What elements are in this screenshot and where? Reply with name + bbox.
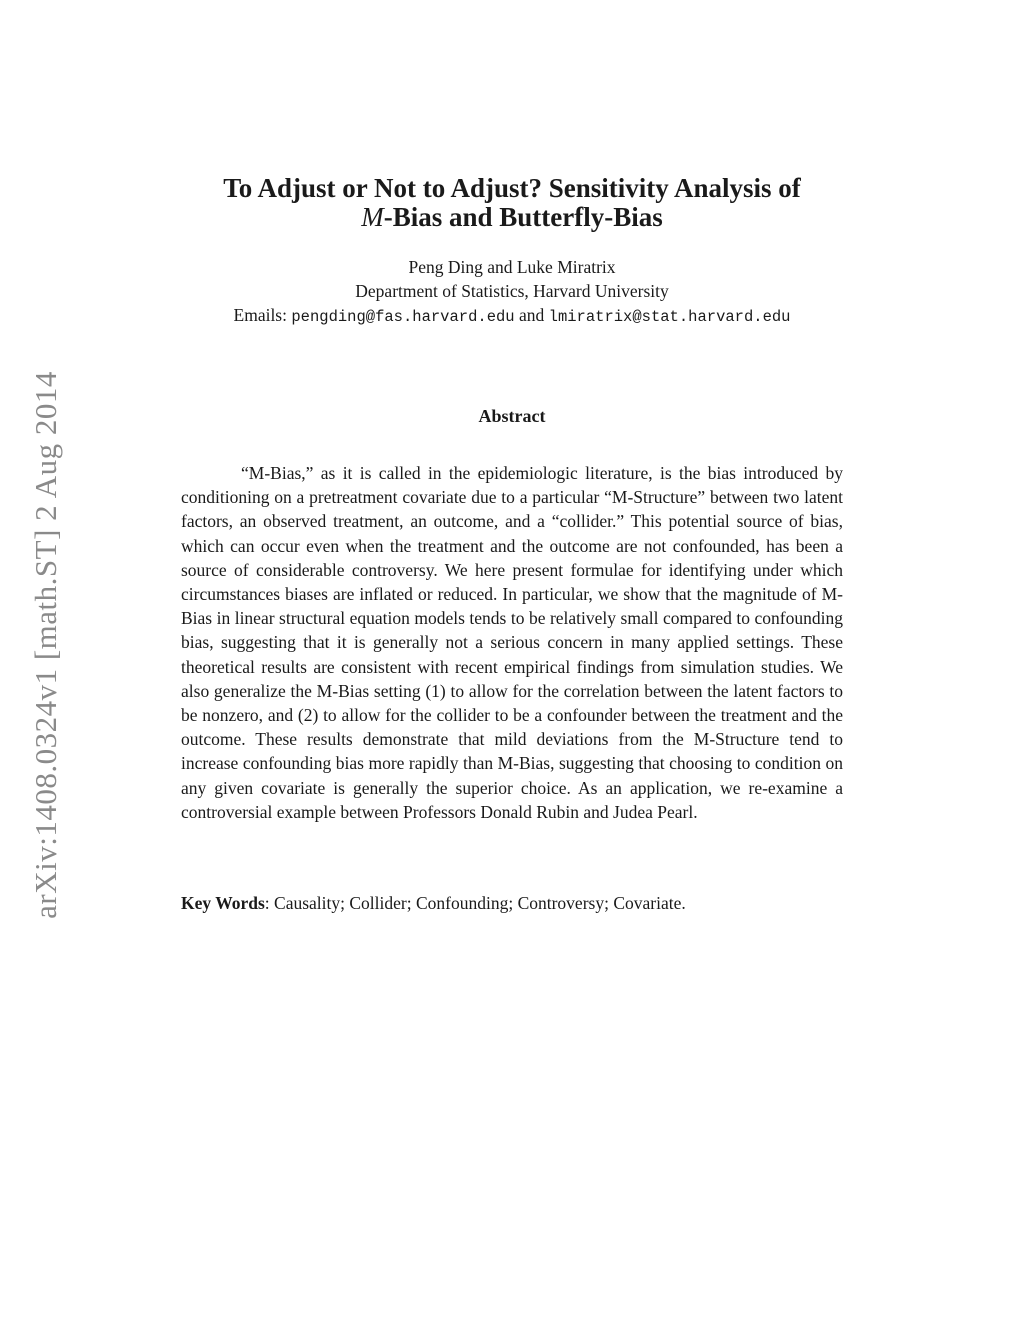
paper-title	[150, 174, 874, 232]
keywords	[181, 891, 843, 915]
abstract-heading: Abstract	[478, 406, 546, 426]
abstract-body: “M-Bias,” as it is called in the epidemiologic literature, is the bias introduced by conditioning on a pretreatment covariate due to a particular “M-Structure” between two latent factors, an observed treatment, an outcome, and a “collider.” This potential source of bias, which can occur even when the treatment and the outcome are not confounded, has been a source of considerable controversy. We here present formulae for identifying under which circumstances biases are inflated or reduced. In particular, we show that the magnitude of M-Bias in linear structural equation models tends to be relatively small compared to confounding bias, suggesting that it is generally not a serious concern in many applied settings. These theoretical results are consistent with recent empirical findings from simulation studies. We also generalize the M-Bias setting (1) to allow for the correlation between the latent factors to be nonzero, and (2) to allow for the collider to be a confounder between the treatment and the outcome. These results demonstrate that mild deviations from the M-Structure tend to increase confounding bias more rapidly than M-Bias, suggesting that choosing to condition on any given covariate is generally the superior choice. As an application, we re-examine a controversial example between Professors Donald Rubin and Judea Pearl.	[181, 463, 843, 822]
email-link-2[interactable]: lmiratrix@stat.harvard.edu	[548, 308, 791, 326]
arxiv-stamp	[26, 350, 66, 940]
arxiv-stamp-text: arXiv:1408.0324v1 [math.ST] 2 Aug 2014	[28, 371, 63, 919]
email-link-1[interactable]: pengding@fas.harvard.edu	[291, 308, 515, 326]
author-names: Peng Ding and Luke Miratrix	[408, 257, 616, 277]
title-line-2	[150, 203, 874, 232]
emails-and: and	[514, 305, 549, 325]
title-m-symbol: M	[361, 202, 384, 232]
title-line-1: To Adjust or Not to Adjust? Sensitivity Analysis of	[223, 173, 801, 203]
author-block	[150, 255, 874, 329]
keywords-label: Key Words	[181, 893, 265, 913]
keywords-text: : Causality; Collider; Confounding; Controversy; Covariate.	[264, 893, 686, 913]
author-emails	[150, 303, 874, 329]
author-affiliation: Department of Statistics, Harvard University	[355, 281, 669, 301]
emails-label: Emails:	[233, 305, 292, 325]
title-line-2-text: -Bias and Butterfly-Bias	[383, 202, 663, 232]
